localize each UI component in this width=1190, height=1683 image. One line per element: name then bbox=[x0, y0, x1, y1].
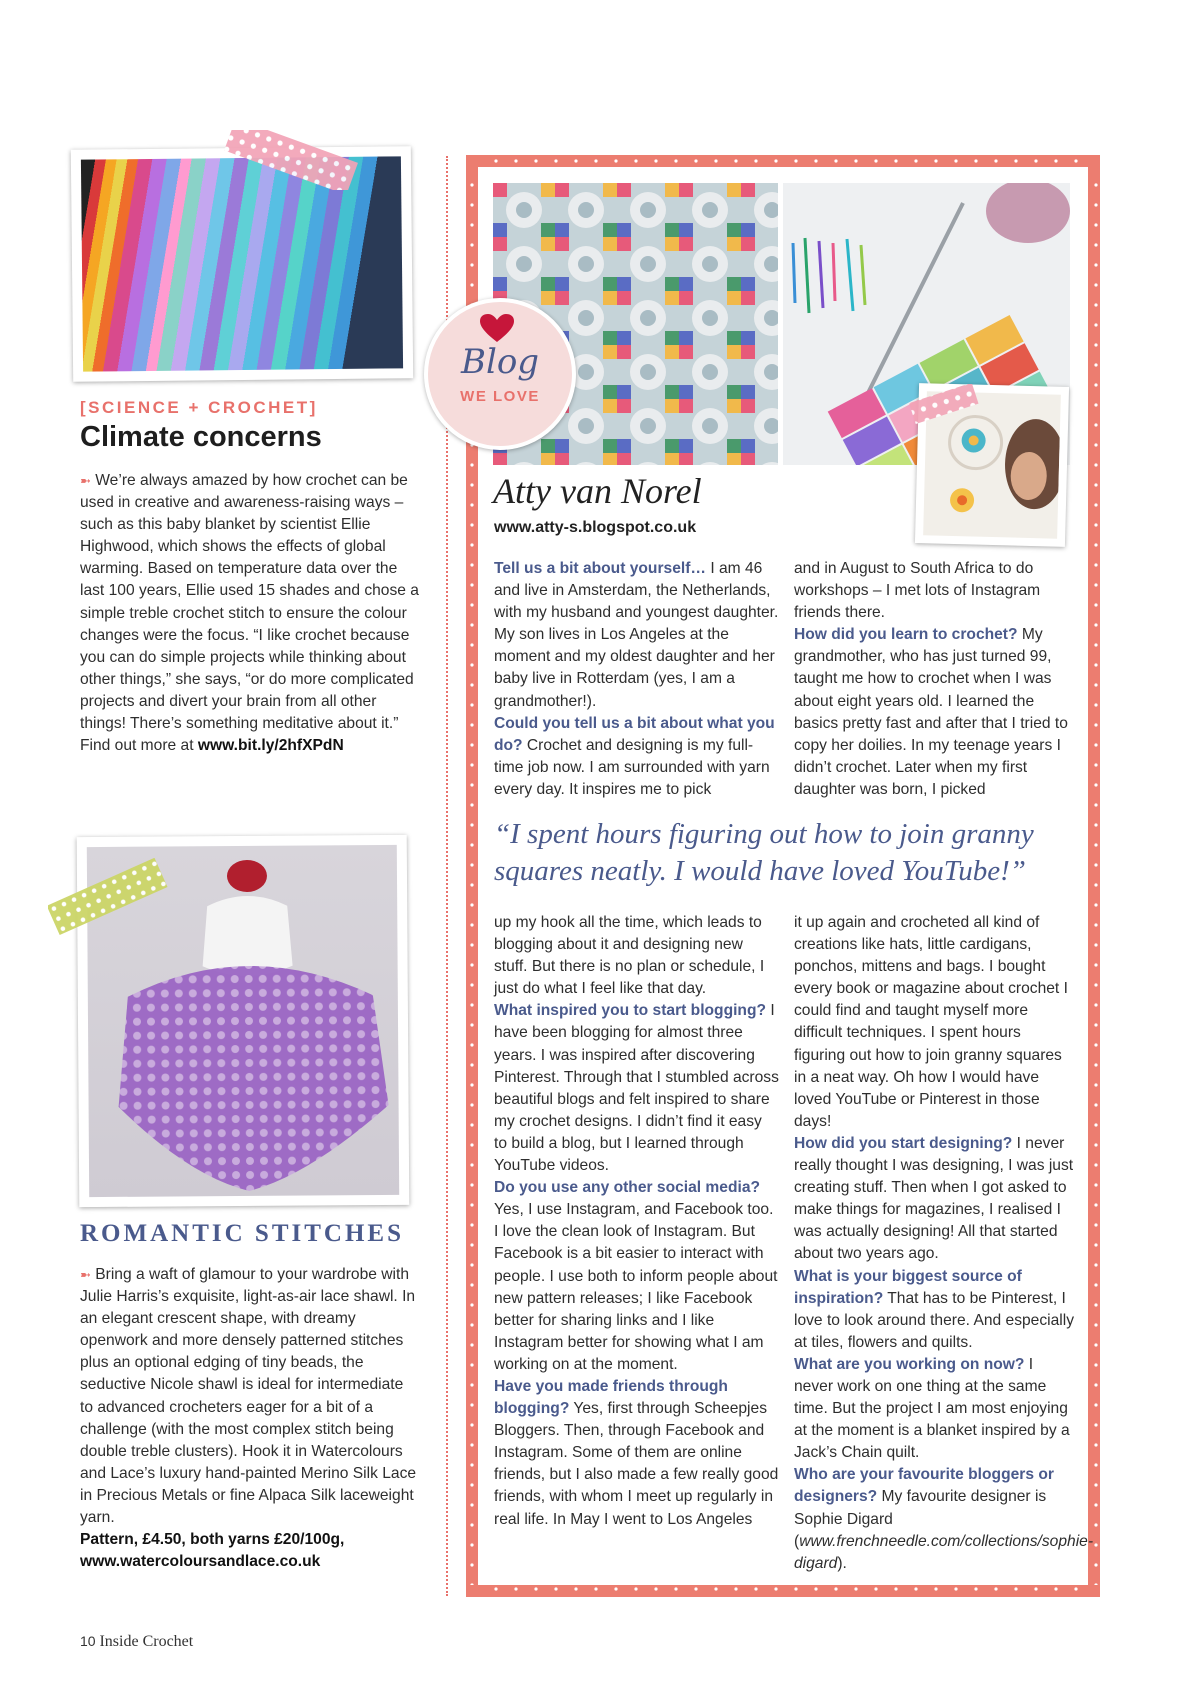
q4: What inspired you to start blogging? bbox=[494, 1002, 767, 1020]
interview-col-1: Tell us a bit about yourself… I am 46 and live in Amsterdam, the Netherlands, with my husband and youngest daughter. My son lives in Los Angeles at the moment and my oldest daughter and her baby live in Rotterdam (yes, I am a grandmother!). Could you tell us a bit about what you do? Crochet and designing is my full-time job now. I am surrounded with yarn every day. It inspires me to pick bbox=[494, 560, 779, 798]
romantic-body: ➼ Bring a waft of glamour to your wardrobe with Julie Harris’s exquisite, light-as-air lace shawl. In an elegant crescent shape, with dreamy openwork and more densely patterned stitches plus an optional edging of tiny beads, the seductive Nicole shawl is ideal for intermediate to advanced crocheters eager for a bit of a challenge (with the most complex stitch being double treble clusters). Hook it in Watercolours and Lace’s luxury hand-painted Merino Silk Lace in Precious Metals or fine Alpaca Silk laceweight yarn. Pattern, £4.50, both yarns £20/100g, www.watercoloursandlace.co.uk bbox=[80, 1266, 417, 1571]
blogger-name: Atty van Norel bbox=[493, 471, 702, 511]
q7: How did you start designing? bbox=[794, 1134, 1013, 1152]
science-crochet-kicker: [SCIENCE + CROCHET] bbox=[80, 398, 318, 417]
q10: Who are your favourite bloggers or designers? bbox=[794, 1466, 1054, 1506]
green-tape bbox=[48, 858, 168, 938]
climate-body: ➼ We’re always amazed by how crochet can be used in creative and awareness-raising ways – such as this baby blanket by scientist Ellie Highwood, which shows the effects of global warming. Based on temperature data over the last 100 years, Ellie used 15 shades and chose a simple treble crochet stitch to ensure the colour changes were the focus. “I like crochet because you can do simple projects while thinking about other things,” she says, “or do more complicated projects and divert your brain from all other things! There’s something meditative about it.” Find out more at www.bit.ly/2hfXPdN bbox=[80, 472, 419, 755]
q6: Have you made friends through blogging? bbox=[494, 1377, 728, 1418]
q1: Tell us a bit about yourself… bbox=[494, 560, 706, 577]
q8: What is your biggest source of inspiration? bbox=[794, 1267, 1022, 1307]
badge-script: Blog bbox=[460, 342, 540, 382]
arrow-icon: ➼ bbox=[80, 1267, 91, 1282]
q2: Could you tell us a bit about what you do? bbox=[494, 714, 775, 754]
q9: What are you working on now? bbox=[794, 1355, 1025, 1373]
blog-we-love-badge bbox=[424, 298, 576, 450]
romantic-price: Pattern, £4.50, both yarns £20/100g, bbox=[80, 1531, 345, 1549]
climate-link[interactable]: www.bit.ly/2hfXPdN bbox=[197, 737, 344, 755]
sophie-link[interactable]: www.frenchneedle.com/collections/sophie-digard bbox=[794, 1532, 1094, 1572]
arrow-icon: ➼ bbox=[80, 473, 91, 488]
interview-col-2: and in August to South Africa to do workshops – I met lots of Instagram friends there. How did you learn to crochet? My grandmother, who has just turned 99, taught me how to crochet when I was about eight years old. I learned the basics pretty fast and after that I tried to copy her doilies. In my teenage years I didn’t crochet. Later when my first daughter was born, I picked bbox=[794, 560, 1068, 798]
interview-col-3: up my hook all the time, which leads to blogging about it and designing new stuff. But there is no plan or schedule, I just do what I feel like that day. What inspired you to start blogging? I have been blogging for almost three years. I was inspired after discovering Pinterest. Through that I stumbled across beautiful blogs and felt inspired to share my crochet designs. I didn’t find it easy to build a blog, but I learned through YouTube videos. Do you use any other social media? Yes, I use Instagram, and Facebook too. I love the clean look of Instagram. But Facebook is a bit easier to interact with people. I use both to inform people about new pattern releases; I like Facebook better for sharing links and I like Instagram better for showing what I am working on at the moment. Have you made friends through blogging? Yes, first through Scheepjes Bloggers. Then, through Facebook and Instagram. Some of them are online friends, but I also made a few really good friends, with whom I meet up regularly in real life. In May I went to Los Angeles bbox=[494, 914, 779, 1528]
blogger-url[interactable]: www.atty-s.blogspot.co.uk bbox=[494, 519, 697, 536]
badge-label: WE LOVE bbox=[460, 388, 540, 405]
climate-title: Climate concerns bbox=[80, 421, 322, 453]
romantic-link[interactable]: www.watercoloursandlace.co.uk bbox=[80, 1553, 321, 1571]
page-footer bbox=[80, 1633, 193, 1651]
pull-quote: “I spent hours figuring out how to join granny squares neatly. I would have loved YouTube!” bbox=[494, 818, 1034, 887]
q5: Do you use any other social media? bbox=[494, 1179, 761, 1197]
romantic-title: ROMANTIC STITCHES bbox=[80, 1220, 404, 1247]
portrait-tape bbox=[905, 384, 985, 424]
pink-tape bbox=[222, 130, 362, 190]
interview-col-4: it up again and crocheted all kind of creations like hats, little cardigans, ponchos, mittens and bags. I bought every book or magazine about crochet I could find and taught myself more difficult techniques. I spent hours figuring out how to join granny squares in a neat way. Oh how I would have loved YouTube or Pinterest in those days! How did you start designing? I never really thought I was designing, I was just creating stuff. Then when I got asked to make things for magazines, I realised I was actually designing! All that started about two years ago. What is your biggest source of inspiration? That has to be Pinterest, I love to look around there. And especially at tiles, flowers and quilts. What are you working on now? I never work on one thing at the same time. But the project I am most enjoying at the moment is a blanket inspired by a Jack’s Chain quilt. Who are your favourite bloggers or designers? My favourite designer is Sophie Digard (www.frenchneedle.com/collections/sophie-digard). bbox=[794, 914, 1094, 1572]
page-number: 10 bbox=[80, 1633, 96, 1649]
q3: How did you learn to crochet? bbox=[794, 626, 1018, 644]
magazine-name: Inside Crochet bbox=[99, 1633, 194, 1650]
heart-icon bbox=[480, 314, 514, 344]
